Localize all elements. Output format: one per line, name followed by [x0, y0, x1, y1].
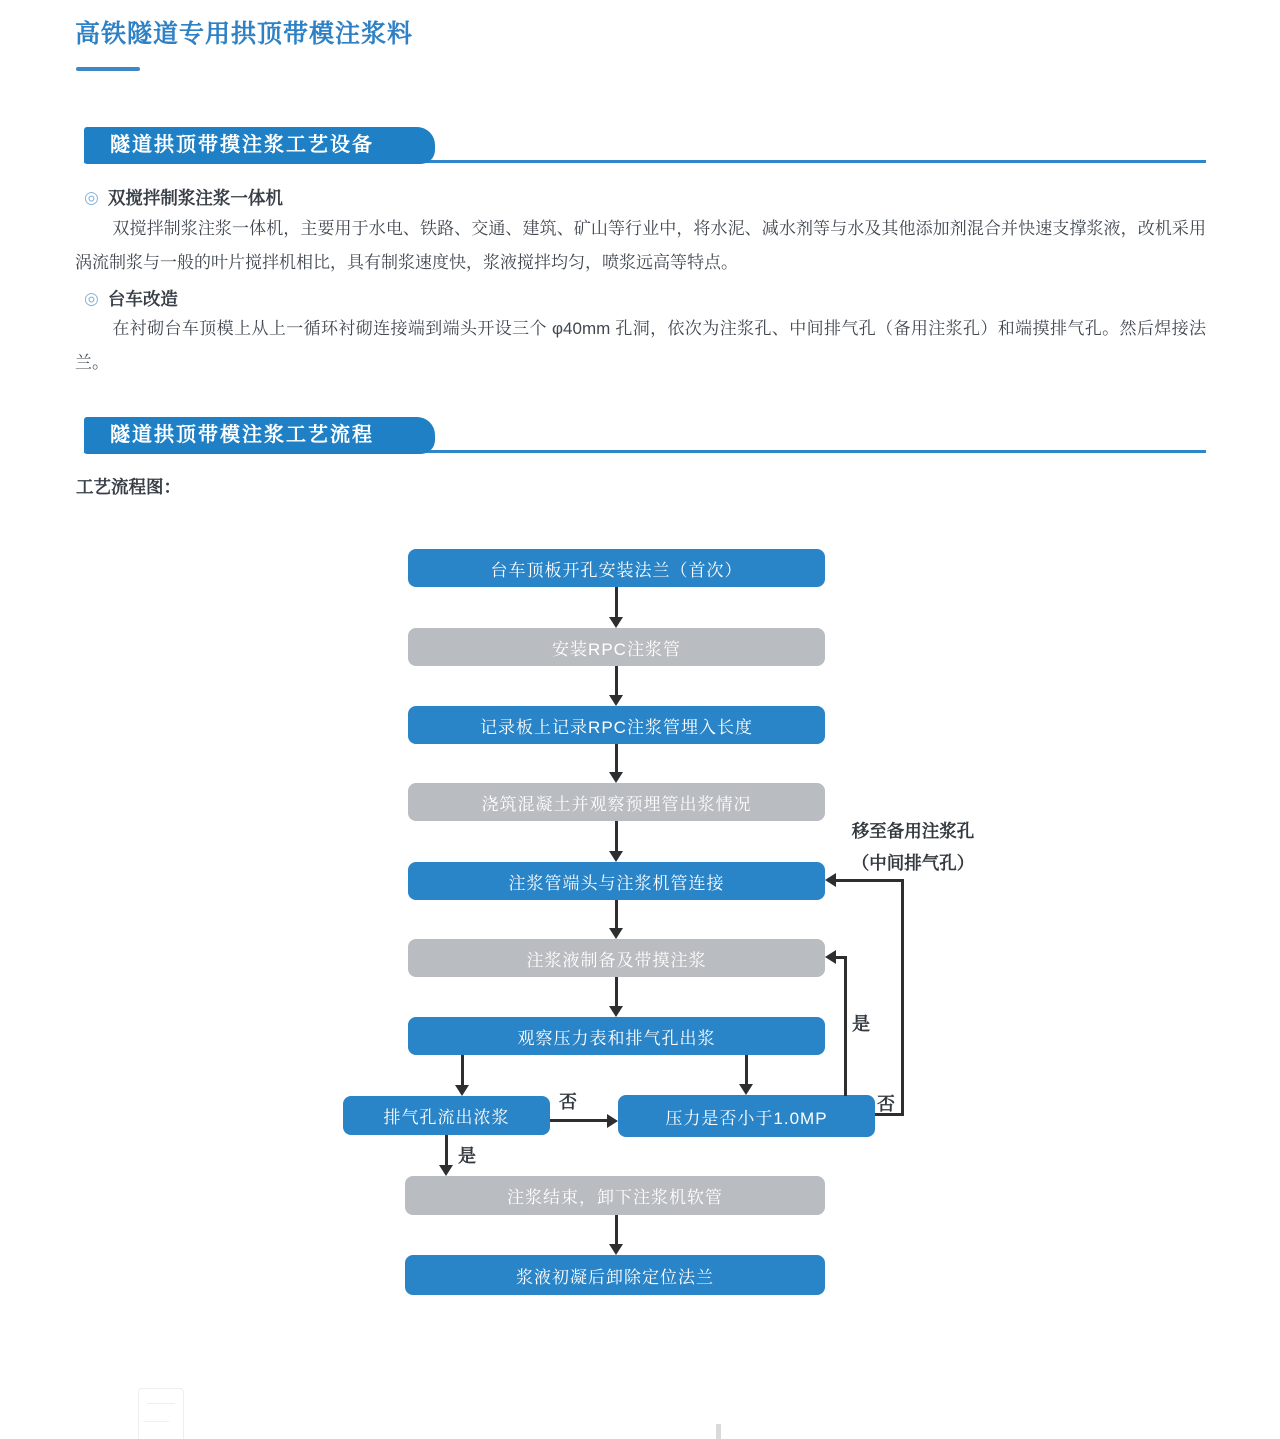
- flow-arrow: [615, 977, 618, 1008]
- flow-loop-line: [836, 879, 904, 882]
- flow-arrow: [550, 1119, 608, 1122]
- flow-arrow: [745, 1055, 748, 1086]
- flow-node: 浇筑混凝土并观察预埋管出浆情况: [408, 783, 825, 821]
- flow-node: 注浆液制备及带摸注浆: [408, 939, 825, 977]
- arrow-right-icon: [607, 1114, 618, 1128]
- flow-node: 记录板上记录RPC注浆管埋入长度: [408, 706, 825, 744]
- loop-label-no: 否: [877, 1094, 895, 1114]
- bullet-item-1: [84, 185, 283, 210]
- bullet-item-2: [84, 286, 178, 311]
- loop-annotation-line2: （中间排气孔）: [851, 853, 975, 873]
- body-paragraph: 在衬砌台车顶模上从上一循环衬砌连接端到端头开设三个 φ40mm 孔洞，依次为注浆孔、中间排气孔（备用注浆孔）和端摸排气孔。然后焊接法兰。: [75, 319, 1206, 372]
- flow-arrow: [445, 1135, 448, 1167]
- arrow-down-icon: [609, 1006, 623, 1017]
- flow-arrow: [615, 821, 618, 853]
- flow-node: 安装RPC注浆管: [408, 628, 825, 666]
- arrow-down-icon: [609, 617, 623, 628]
- ring-bullet-icon: ◎: [84, 289, 99, 308]
- arrow-left-icon: [825, 873, 836, 887]
- flow-loop-line: [901, 879, 904, 1116]
- arrow-down-icon: [609, 1244, 623, 1255]
- flow-loop-line: [836, 956, 847, 959]
- title-underline: [76, 67, 140, 71]
- arrow-down-icon: [609, 772, 623, 783]
- flow-node: 台车顶板开孔安装法兰（首次）: [408, 549, 825, 587]
- flow-arrow: [615, 666, 618, 697]
- section2-banner: 隧道拱顶带模注浆工艺流程: [84, 417, 435, 454]
- flow-node: 注浆结束，卸下注浆机软管: [405, 1176, 825, 1215]
- flow-arrow: [615, 900, 618, 930]
- flow-arrow: [615, 744, 618, 774]
- arrow-down-icon: [739, 1084, 753, 1095]
- loop-label-yes: 是: [852, 1014, 870, 1034]
- flow-node: 观察压力表和排气孔出浆: [408, 1017, 825, 1055]
- watermark-tower: [138, 1388, 184, 1439]
- arrow-down-icon: [439, 1165, 453, 1176]
- flow-loop-line: [844, 956, 847, 1096]
- bullet-heading: 台车改造: [107, 289, 178, 309]
- flow-node: 排气孔流出浓浆: [343, 1096, 550, 1135]
- arrow-down-icon: [455, 1085, 469, 1096]
- branch-label-yes: 是: [458, 1146, 476, 1166]
- flow-node: 注浆管端头与注浆机管连接: [408, 862, 825, 900]
- bullet-heading: 双搅拌制浆注浆一体机: [107, 188, 283, 208]
- loop-annotation-line1: 移至备用注浆孔: [851, 821, 975, 841]
- flow-node: 浆液初凝后卸除定位法兰: [405, 1255, 825, 1295]
- ring-bullet-icon: ◎: [84, 188, 99, 207]
- arrow-left-icon: [825, 950, 836, 964]
- arrow-down-icon: [609, 695, 623, 706]
- watermark-mark: [716, 1424, 721, 1439]
- arrow-down-icon: [609, 928, 623, 939]
- flow-arrow: [461, 1055, 464, 1087]
- flow-diagram-label: 工艺流程图：: [76, 477, 181, 497]
- flow-arrow: [615, 587, 618, 619]
- flow-node: 压力是否小于1.0MP: [618, 1095, 875, 1137]
- flow-arrow: [615, 1215, 618, 1246]
- body-paragraph: 双搅拌制浆注浆一体机，主要用于水电、铁路、交通、建筑、矿山等行业中，将水泥、减水剂等与水及其他添加剂混合并快速支撑浆液，改机采用涡流制浆与一般的叶片搅拌机相比，具有制浆速度快，浆液搅拌均匀，喷浆远高等特点。: [75, 219, 1206, 272]
- page-title: 高铁隧道专用拱顶带模注浆料: [75, 20, 414, 48]
- branch-label-no: 否: [559, 1092, 577, 1112]
- arrow-down-icon: [609, 851, 623, 862]
- section1-banner: 隧道拱顶带摸注浆工艺设备: [84, 127, 435, 164]
